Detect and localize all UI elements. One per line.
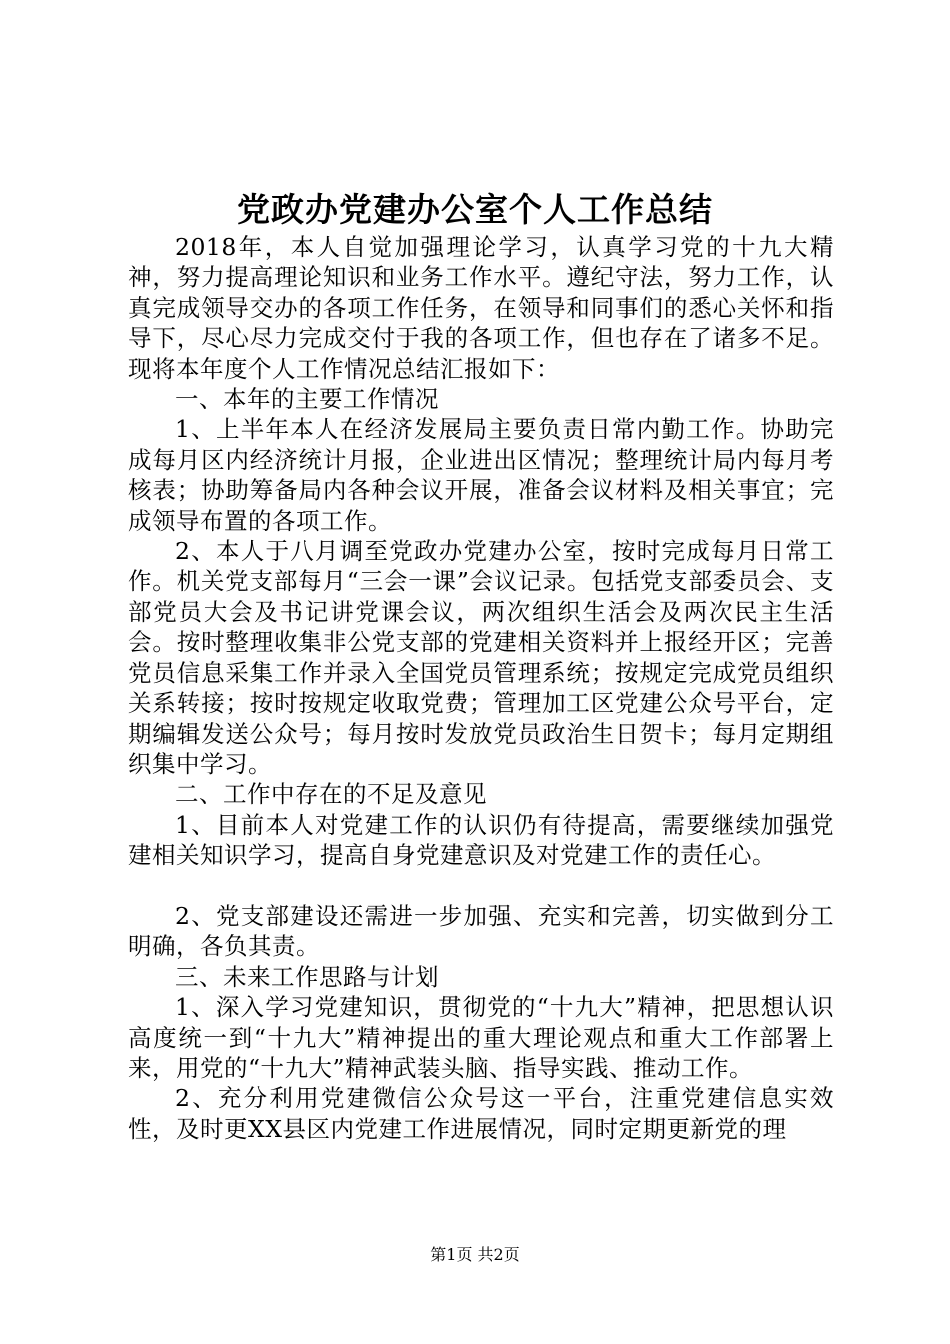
document-body (128, 232, 834, 1144)
section-heading-1: 一、本年的主要工作情况 (175, 385, 439, 414)
document-title: 党政办党建办公室个人工作总结 (237, 190, 713, 229)
paragraph-item: 2、本人于八月调至党政办党建办公室，按时完成每月日常工作。机关党支部每月“三会一课”会议记录。包括党支部委员会、支部党员大会及书记讲党课会议，两次组织生活会及两次民主生活会。按时整理收集非公党支部的党建相关资料并上报经开区；完善党员信息采集工作并录入全国党员管理系统；按规定完成党员组织关系转接；按时按规定收取党费；管理加工区党建公众号平台，定期编辑发送公众号；每月按时发放党员政治生日贺卡；每月定期组织集中学习。 (128, 537, 834, 778)
paragraph-intro: 2018年，本人自觉加强理论学习，认真学习党的十九大精神，努力提高理论知识和业务工作水平。遵纪守法，努力工作，认真完成领导交办的各项工作任务，在领导和同事们的悉心关怀和指导下，尽心尽力完成交付于我的各项工作，但也存在了诸多不足。现将本年度个人工作情况总结汇报如下： (128, 233, 834, 383)
paragraph-item: 2、充分利用党建微信公众号这一平台，注重党建信息实效性，及时更XX县区内党建工作进展情况，同时定期更新党的理 (128, 1084, 834, 1143)
blank-line (128, 871, 834, 901)
paragraph-item: 1、深入学习党建知识，贯彻党的“十九大”精神，把思想认识高度统一到“十九大”精神提出的重大理论观点和重大工作部署上来，用党的“十九大”精神武装头脑、指导实践、推动工作。 (128, 993, 834, 1082)
paragraph-item: 2、党支部建设还需进一步加强、充实和完善，切实做到分工明确，各负其责。 (128, 901, 834, 961)
paragraph-item: 1、上半年本人在经济发展局主要负责日常内勤工作。协助完成每月区内经济统计月报，企业进出区情况；整理统计局内每月考核表；协助筹备局内各种会议开展，准备会议材料及相关事宜；完成领导布置的各项工作。 (128, 415, 834, 535)
section-heading-3: 三、未来工作思路与计划 (175, 962, 439, 991)
page-number-footer: 第1页 共2页 (430, 1245, 520, 1264)
section-heading-2: 二、工作中存在的不足及意见 (175, 780, 487, 809)
paragraph-item: 1、目前本人对党建工作的认识仍有待提高，需要继续加强党建相关知识学习，提高自身党建意识及对党建工作的责任心。 (128, 810, 834, 870)
